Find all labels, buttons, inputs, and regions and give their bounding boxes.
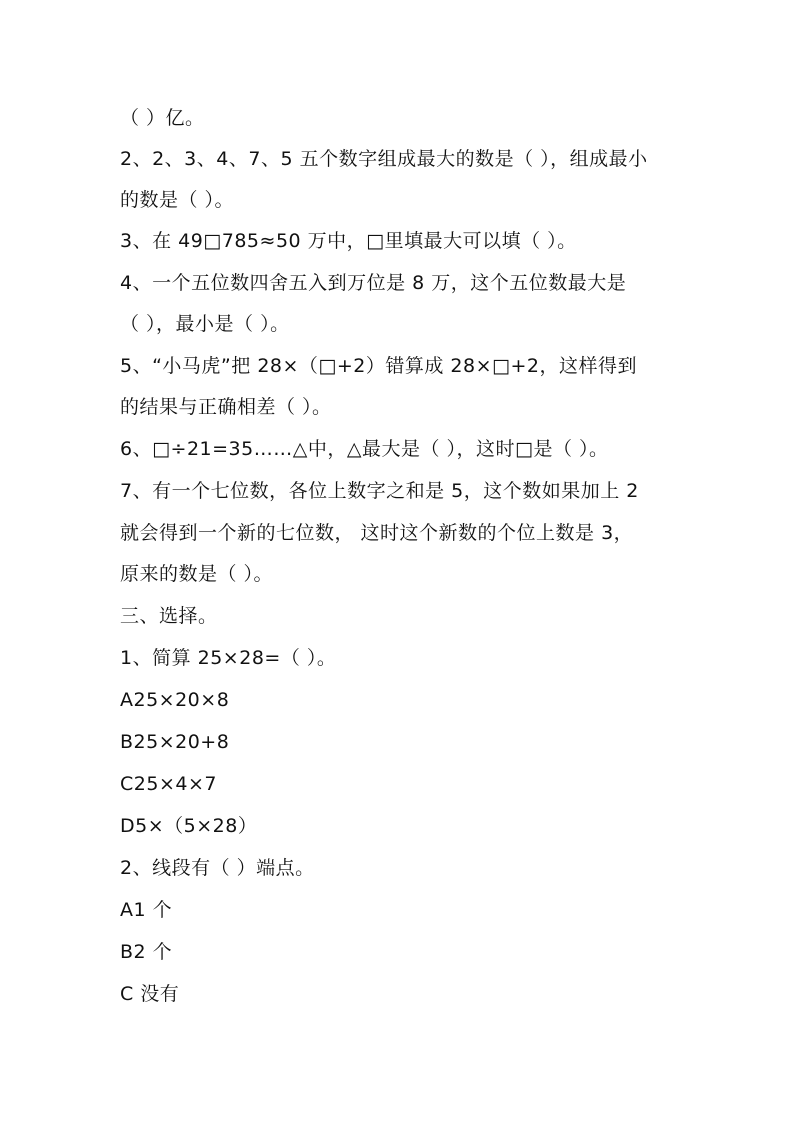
question-2-line-2: 的数是（ ）。 xyxy=(120,189,235,211)
question-7-line-1: 7、有一个七位数，各位上数字之和是 5，这个数如果加上 2 xyxy=(120,480,639,502)
question-2-line-1: 2、2、3、4、7、5 五个数字组成最大的数是（ ），组成最小 xyxy=(120,148,648,170)
choice-question-2: 2、线段有（ ）端点。 xyxy=(120,857,315,879)
choice-question-1: 1、简算 25×28=（ ）。 xyxy=(120,647,337,669)
question-5-line-2: 的结果与正确相差（ ）。 xyxy=(120,396,332,418)
question-7-line-3: 原来的数是（ ）。 xyxy=(120,563,274,585)
text-line-1: （ ）亿。 xyxy=(120,107,205,129)
choice-2-option-a: A1 个 xyxy=(120,899,173,921)
choice-1-option-c: C25×4×7 xyxy=(120,773,217,795)
choice-1-option-d: D5×（5×28） xyxy=(120,815,258,837)
question-4-line-2: （ ），最小是（ ）。 xyxy=(120,313,290,335)
choice-1-option-a: A25×20×8 xyxy=(120,689,230,711)
choice-1-option-b: B25×20+8 xyxy=(120,731,230,753)
question-7-line-2: 就会得到一个新的七位数， 这时这个新数的个位上数是 3， xyxy=(120,522,634,544)
choice-2-option-b: B2 个 xyxy=(120,941,173,963)
question-5-line-1: 5、“小马虎”把 28×（□+2）错算成 28×□+2，这样得到 xyxy=(120,355,637,377)
question-3: 3、在 49□785≈50 万中，□里填最大可以填（ ）。 xyxy=(120,230,577,252)
section-3-heading: 三、选择。 xyxy=(120,605,218,627)
question-6: 6、□÷21=35……△中，△最大是（ ），这时□是（ ）。 xyxy=(120,438,609,460)
question-4-line-1: 4、一个五位数四舍五入到万位是 8 万，这个五位数最大是 xyxy=(120,272,627,294)
choice-2-option-c: C 没有 xyxy=(120,983,180,1005)
